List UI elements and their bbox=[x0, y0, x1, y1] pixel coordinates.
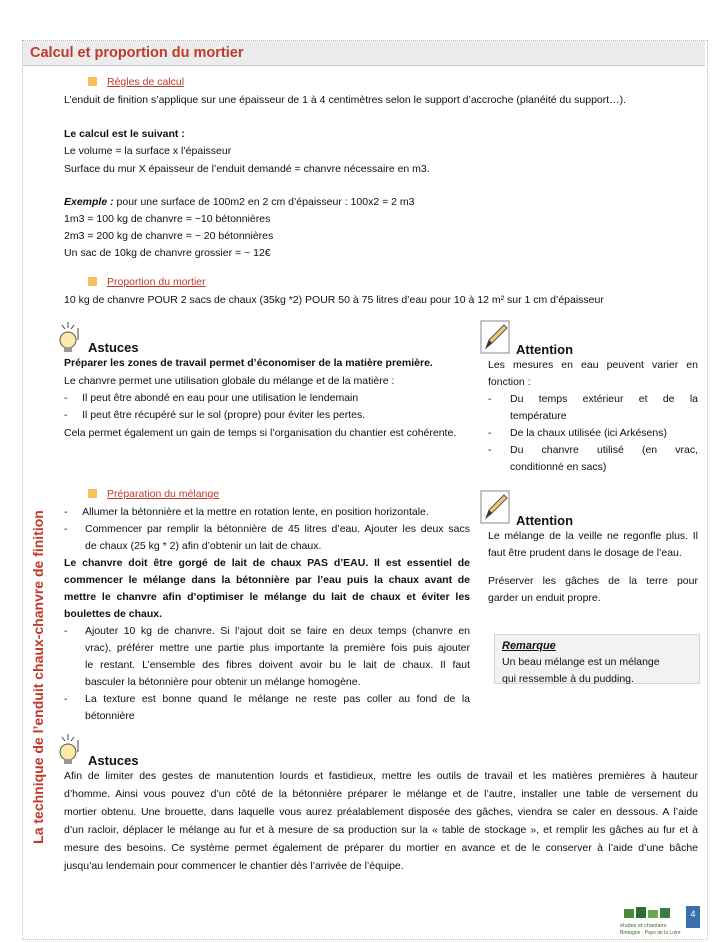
astuces2-l2: d’homme. Ainsi vous pouvez d’un côté de la bétonnière préparer le mélange et de l’autre, installer une table de versement du bbox=[64, 788, 698, 800]
proportion-text: 10 kg de chanvre POUR 2 sacs de chaux (35kg *2) POUR 50 à 75 litres d’eau pour 10 à 12 m² sur 1 cm d’épaisseur bbox=[64, 294, 604, 306]
regles-line1: Le volume = la surface x l’épaisseur bbox=[64, 145, 232, 157]
page-number-badge: 4 bbox=[686, 906, 700, 928]
attention1-bullet-dash: - bbox=[488, 393, 492, 405]
prep-b3c: le restant. L’ensemble des fibres doivent avoir bu le lait de chaux. Il faut bbox=[85, 659, 470, 671]
logo-line1: études et chantiers bbox=[620, 923, 667, 929]
square-bullet-icon bbox=[88, 77, 97, 86]
page-title: Calcul et proportion du mortier bbox=[30, 45, 244, 61]
prep-b4a: La texture est bonne quand le mélange ne reste pas coller au fond de la bbox=[85, 693, 470, 705]
astuces1-bullet1: - Il peut être abondé en eau pour une utilisation le lendemain bbox=[64, 392, 359, 404]
prep-b2-dash: - bbox=[64, 523, 68, 535]
pencil-icon bbox=[480, 320, 510, 354]
astuces2-l6: jusqu’au lendemain pour commencer le chantier dès l’arrivée de l’équipe. bbox=[64, 860, 404, 872]
section-proportion-heading: Proportion du mortier bbox=[88, 276, 206, 288]
sidebar-label: La technique de l’enduit chaux-chanvre de finition bbox=[30, 510, 46, 844]
attention2-line2: faut être prudent dans le dosage de l’eau. bbox=[488, 547, 682, 559]
attention1-heading: Attention bbox=[516, 342, 574, 357]
astuces1-bold-line: Préparer les zones de travail permet d’économiser de la matière première. bbox=[64, 357, 433, 369]
regles-line4: 2m3 = 200 kg de chanvre = ~ 20 bétonnières bbox=[64, 230, 274, 242]
prep-b3a: Ajouter 10 kg de chanvre. Si l’ajout doit se faire en deux temps (chanvre en bbox=[85, 625, 470, 637]
attention1-bullet-dash: - bbox=[488, 427, 492, 439]
prep-b3-dash: - bbox=[64, 625, 68, 637]
prep-b4b: bétonnière bbox=[85, 710, 135, 722]
attention2-line4: garder un enduit propre. bbox=[488, 592, 601, 604]
attention1-b2: De la chaux utilisée (ici Arkésens) bbox=[510, 427, 667, 439]
attention1-bullet-dash: - bbox=[488, 444, 492, 456]
lightbulb-icon bbox=[54, 734, 82, 766]
astuces2-l5: mesure des besoins. Ce système permet également de préparer du mortier en avance et de le conserver à l’aide d’une bâche bbox=[64, 842, 698, 854]
astuces1-line1: Le chanvre permet une utilisation globale du mélange et de la matière : bbox=[64, 375, 395, 387]
astuces2-l1: Afin de limiter des gestes de manutention lourds et fastidieux, mettre les outils de travail et les matières premières à hauteur bbox=[64, 770, 698, 782]
regles-line5: Un sac de 10kg de chanvre grossier = ~ 12€ bbox=[64, 247, 271, 259]
attention1-line1a: Les mesures en eau peuvent varier en bbox=[488, 359, 698, 371]
lightbulb-icon bbox=[54, 322, 82, 354]
prep-b3d: basculer la bétonnière pour obtenir un mélange homogène. bbox=[85, 676, 361, 688]
prep-bold2: commencer le mélange dans la bétonnière par l’eau puis la chaux avant de bbox=[64, 574, 470, 586]
regles-intro: L’enduit de finition s’applique sur une épaisseur de 1 à 4 centimètres selon le support d’accroche (planéité du support…). bbox=[64, 94, 627, 106]
logo bbox=[620, 906, 682, 936]
regles-line3: 1m3 = 100 kg de chanvre = ~10 bétonnières bbox=[64, 213, 271, 225]
section-preparation-heading: Préparation du mélange bbox=[88, 488, 219, 500]
prep-bold3: mettre le chanvre afin d’optimiser le mélange du lait de chaux et éviter les bbox=[64, 591, 470, 603]
sidebar bbox=[20, 480, 56, 874]
astuces2-heading: Astuces bbox=[88, 753, 139, 768]
remark-line2: qui ressemble à du pudding. bbox=[502, 673, 634, 685]
prep-b2a: Commencer par remplir la bétonnière de 45 litres d’eau. Ajouter les deux sacs bbox=[85, 523, 470, 535]
attention2-line1: Le mélange de la veille ne regonfle plus. Il bbox=[488, 530, 698, 542]
astuces1-line2: Cela permet également un gain de temps si l’organisation du chantier est cohérente. bbox=[64, 427, 457, 439]
astuces2-l4: d’un racloir, déplacer le mélange au fur et à mesure de sa production sur la « table de stockage », et remplir les gâches au fur et à bbox=[64, 824, 698, 836]
square-bullet-icon bbox=[88, 489, 97, 498]
attention1-b1b: température bbox=[510, 410, 567, 422]
logo-line2: Bretagne · Pays de la Loire bbox=[620, 930, 681, 936]
attention1-b3b: conditionné en sacs) bbox=[510, 461, 607, 473]
pencil-icon bbox=[480, 490, 510, 524]
astuces2-l3: mortier obtenu. Une brouette, dans laquelle vous aurez préalablement disposée des gâches, viendra se caler en dessous. A l’aide bbox=[64, 806, 698, 818]
astuces-heading: Astuces bbox=[88, 340, 139, 355]
regles-calc-label: Le calcul est le suivant : bbox=[64, 128, 185, 140]
prep-b3b: vrac), préférer mettre une partie plus importante la première fois puis ajouter bbox=[85, 642, 470, 654]
attention1-line1b: fonction : bbox=[488, 376, 531, 388]
attention1-b1a: Du temps extérieur et de la bbox=[510, 393, 698, 405]
attention2-line3: Préserver les gâches de la terre pour bbox=[488, 575, 698, 587]
regles-example: Exemple : pour une surface de 100m2 en 2 cm d’épaisseur : 100x2 = 2 m3 bbox=[64, 196, 415, 208]
logo-graphic bbox=[620, 906, 682, 920]
section-regles-heading: Règles de calcul bbox=[88, 76, 184, 88]
prep-b1: - Allumer la bétonnière et la mettre en rotation lente, en position horizontale. bbox=[64, 506, 429, 518]
remark-title: Remarque bbox=[502, 640, 556, 652]
attention2-heading: Attention bbox=[516, 513, 574, 528]
prep-bold1: Le chanvre doit être gorgé de lait de chaux PAS d’EAU. Il est essentiel de bbox=[64, 557, 470, 569]
square-bullet-icon bbox=[88, 277, 97, 286]
prep-b4-dash: - bbox=[64, 693, 68, 705]
prep-bold4: boulettes de chaux. bbox=[64, 608, 163, 620]
attention1-b3a: Du chanvre utilisé (en vrac, bbox=[510, 444, 698, 456]
astuces1-bullet2: - Il peut être récupéré sur le sol (propre) pour éviter les pertes. bbox=[64, 409, 366, 421]
regles-line2: Surface du mur X épaisseur de l’enduit demandé = chanvre nécessaire en m3. bbox=[64, 163, 430, 175]
remark-line1: Un beau mélange est un mélange bbox=[502, 656, 660, 668]
prep-b2b: de chaux (25 kg * 2) afin d’obtenir un lait de chaux. bbox=[85, 540, 322, 552]
